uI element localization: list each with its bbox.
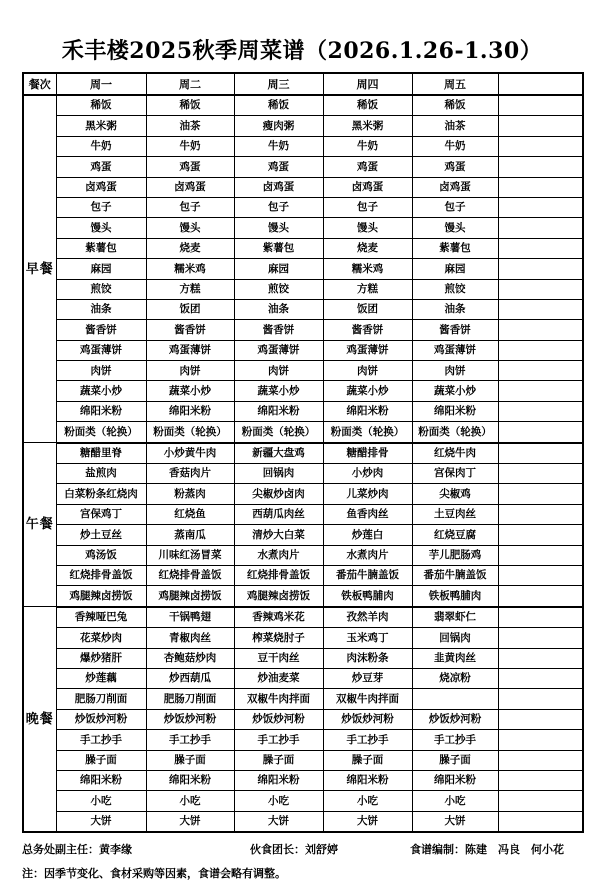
menu-cell: 肉沫粉条 bbox=[323, 648, 412, 668]
menu-cell: 油茶 bbox=[146, 116, 234, 136]
menu-cell: 馒头 bbox=[234, 218, 323, 238]
menu-cell: 包子 bbox=[412, 197, 498, 217]
menu-cell: 肉饼 bbox=[146, 361, 234, 381]
menu-cell: 小吃 bbox=[234, 791, 323, 811]
empty-cell bbox=[498, 628, 583, 648]
empty-cell bbox=[498, 157, 583, 177]
column-header: 餐次 bbox=[23, 73, 56, 95]
empty-cell bbox=[498, 259, 583, 279]
menu-cell: 宫保肉丁 bbox=[412, 464, 498, 484]
menu-cell: 小吃 bbox=[146, 791, 234, 811]
menu-cell: 手工抄手 bbox=[412, 730, 498, 750]
menu-row bbox=[23, 791, 583, 811]
menu-row bbox=[23, 525, 583, 545]
menu-row bbox=[23, 668, 583, 688]
menu-cell: 爆炒猪肝 bbox=[56, 648, 146, 668]
menu-cell: 鸡腿辣卤捞饭 bbox=[234, 586, 323, 607]
note-line: 注：因季节变化、食材采购等因素，食谱会略有调整。 bbox=[22, 867, 286, 881]
menu-cell: 包子 bbox=[146, 197, 234, 217]
menu-cell: 蔬菜小炒 bbox=[56, 381, 146, 401]
menu-cell: 粉面类（轮换） bbox=[412, 422, 498, 443]
meal-label: 午餐 bbox=[23, 443, 56, 607]
empty-cell bbox=[498, 95, 583, 116]
menu-cell: 大饼 bbox=[56, 811, 146, 832]
menu-cell: 稀饭 bbox=[146, 95, 234, 116]
menu-cell: 肥肠刀削面 bbox=[146, 689, 234, 709]
menu-cell: 炒油麦菜 bbox=[234, 668, 323, 688]
menu-cell: 白菜粉条红烧肉 bbox=[56, 484, 146, 504]
menu-cell: 油条 bbox=[234, 299, 323, 319]
menu-cell: 烧麦 bbox=[146, 238, 234, 258]
menu-cell: 馒头 bbox=[412, 218, 498, 238]
signature-menu-editors bbox=[410, 841, 564, 857]
menu-row bbox=[23, 299, 583, 319]
menu-cell: 榨菜烧肘子 bbox=[234, 628, 323, 648]
menu-cell: 炒土豆丝 bbox=[56, 525, 146, 545]
empty-cell bbox=[498, 750, 583, 770]
menu-row bbox=[23, 401, 583, 421]
menu-cell: 青椒肉丝 bbox=[146, 628, 234, 648]
menu-cell: 包子 bbox=[323, 197, 412, 217]
menu-cell: 馒头 bbox=[323, 218, 412, 238]
menu-cell: 绵阳米粉 bbox=[146, 770, 234, 790]
empty-cell bbox=[498, 770, 583, 790]
menu-cell: 紫薯包 bbox=[234, 238, 323, 258]
menu-cell: 稀饭 bbox=[56, 95, 146, 116]
empty-cell bbox=[498, 238, 583, 258]
empty-cell bbox=[498, 709, 583, 729]
menu-cell: 炒饭炒河粉 bbox=[323, 709, 412, 729]
signature-canteen-leader bbox=[250, 841, 338, 857]
menu-cell: 香辣哑巴兔 bbox=[56, 607, 146, 628]
menu-cell: 绵阳米粉 bbox=[234, 401, 323, 421]
menu-cell: 煎饺 bbox=[234, 279, 323, 299]
menu-cell: 绵阳米粉 bbox=[234, 770, 323, 790]
menu-cell: 蔬菜小炒 bbox=[412, 381, 498, 401]
meal-label: 早餐 bbox=[23, 95, 56, 443]
menu-cell: 绵阳米粉 bbox=[56, 401, 146, 421]
empty-cell bbox=[412, 689, 498, 709]
menu-cell: 烧麦 bbox=[323, 238, 412, 258]
menu-cell: 鸡蛋薄饼 bbox=[412, 340, 498, 360]
menu-cell: 臊子面 bbox=[146, 750, 234, 770]
menu-cell: 臊子面 bbox=[412, 750, 498, 770]
menu-cell: 饭团 bbox=[323, 299, 412, 319]
menu-cell: 卤鸡蛋 bbox=[56, 177, 146, 197]
menu-row bbox=[23, 545, 583, 565]
menu-cell: 水煮肉片 bbox=[234, 545, 323, 565]
menu-row bbox=[23, 648, 583, 668]
menu-cell: 鸡汤饭 bbox=[56, 545, 146, 565]
menu-cell: 鸡腿辣卤捞饭 bbox=[146, 586, 234, 607]
menu-cell: 牛奶 bbox=[412, 136, 498, 156]
menu-cell: 粉蒸肉 bbox=[146, 484, 234, 504]
menu-cell: 炒豆芽 bbox=[323, 668, 412, 688]
menu-cell: 臊子面 bbox=[323, 750, 412, 770]
meal-label: 晚餐 bbox=[23, 607, 56, 832]
empty-cell bbox=[498, 340, 583, 360]
menu-row bbox=[23, 218, 583, 238]
menu-cell: 小炒黄牛肉 bbox=[146, 443, 234, 464]
menu-cell: 酱香饼 bbox=[412, 320, 498, 340]
menu-cell: 绵阳米粉 bbox=[323, 401, 412, 421]
menu-row bbox=[23, 422, 583, 443]
menu-row bbox=[23, 811, 583, 832]
menu-cell: 炒饭炒河粉 bbox=[412, 709, 498, 729]
menu-cell: 回锅肉 bbox=[234, 464, 323, 484]
empty-cell bbox=[498, 136, 583, 156]
menu-cell: 番茄牛腩盖饭 bbox=[412, 565, 498, 585]
menu-cell: 黑米粥 bbox=[323, 116, 412, 136]
menu-cell: 手工抄手 bbox=[146, 730, 234, 750]
header-row bbox=[23, 73, 583, 95]
menu-cell: 麻园 bbox=[412, 259, 498, 279]
menu-cell: 红烧排骨盖饭 bbox=[146, 565, 234, 585]
menu-cell: 孜然羊肉 bbox=[323, 607, 412, 628]
menu-cell: 紫薯包 bbox=[56, 238, 146, 258]
menu-cell: 双椒牛肉拌面 bbox=[234, 689, 323, 709]
menu-cell: 红烧排骨盖饭 bbox=[56, 565, 146, 585]
menu-cell: 绵阳米粉 bbox=[412, 401, 498, 421]
signature-value: 刘舒婷 bbox=[305, 843, 338, 857]
menu-row bbox=[23, 443, 583, 464]
menu-cell: 铁板鸭脯肉 bbox=[412, 586, 498, 607]
menu-cell: 香辣鸡米花 bbox=[234, 607, 323, 628]
menu-cell: 瘦肉粥 bbox=[234, 116, 323, 136]
menu-row bbox=[23, 607, 583, 628]
menu-cell: 新疆大盘鸡 bbox=[234, 443, 323, 464]
menu-cell: 黑米粥 bbox=[56, 116, 146, 136]
menu-cell: 肉饼 bbox=[234, 361, 323, 381]
menu-cell: 鸡蛋薄饼 bbox=[56, 340, 146, 360]
empty-cell bbox=[498, 299, 583, 319]
menu-row bbox=[23, 361, 583, 381]
menu-cell: 包子 bbox=[234, 197, 323, 217]
column-header: 周五 bbox=[412, 73, 498, 95]
menu-cell: 煎饺 bbox=[412, 279, 498, 299]
empty-cell bbox=[498, 116, 583, 136]
menu-row bbox=[23, 689, 583, 709]
empty-cell bbox=[498, 791, 583, 811]
menu-row bbox=[23, 116, 583, 136]
menu-cell: 清炒大白菜 bbox=[234, 525, 323, 545]
menu-cell: 烧凉粉 bbox=[412, 668, 498, 688]
menu-row bbox=[23, 586, 583, 607]
menu-row bbox=[23, 157, 583, 177]
menu-cell: 番茄牛腩盖饭 bbox=[323, 565, 412, 585]
menu-row bbox=[23, 504, 583, 524]
menu-row bbox=[23, 770, 583, 790]
menu-cell: 鱼香肉丝 bbox=[323, 504, 412, 524]
menu-row bbox=[23, 730, 583, 750]
menu-cell: 粉面类（轮换） bbox=[234, 422, 323, 443]
menu-cell: 糯米鸡 bbox=[323, 259, 412, 279]
menu-cell: 大饼 bbox=[146, 811, 234, 832]
menu-cell: 鸡蛋 bbox=[146, 157, 234, 177]
menu-cell: 炒西葫瓜 bbox=[146, 668, 234, 688]
menu-cell: 小吃 bbox=[323, 791, 412, 811]
empty-cell bbox=[498, 401, 583, 421]
menu-cell: 粉面类（轮换） bbox=[56, 422, 146, 443]
menu-cell: 稀饭 bbox=[412, 95, 498, 116]
menu-cell: 蔬菜小炒 bbox=[146, 381, 234, 401]
menu-cell: 酱香饼 bbox=[56, 320, 146, 340]
menu-cell: 尖椒炒卤肉 bbox=[234, 484, 323, 504]
menu-cell: 韭黄肉丝 bbox=[412, 648, 498, 668]
menu-cell: 回锅肉 bbox=[412, 628, 498, 648]
menu-cell: 玉米鸡丁 bbox=[323, 628, 412, 648]
menu-cell: 盐煎肉 bbox=[56, 464, 146, 484]
menu-cell: 尖椒鸡 bbox=[412, 484, 498, 504]
menu-cell: 大饼 bbox=[234, 811, 323, 832]
empty-cell bbox=[498, 464, 583, 484]
menu-row bbox=[23, 565, 583, 585]
empty-cell bbox=[498, 320, 583, 340]
column-header: 周三 bbox=[234, 73, 323, 95]
menu-cell: 花菜炒肉 bbox=[56, 628, 146, 648]
menu-cell: 红烧排骨盖饭 bbox=[234, 565, 323, 585]
empty-cell bbox=[498, 279, 583, 299]
menu-cell: 肥肠刀削面 bbox=[56, 689, 146, 709]
menu-cell: 水煮肉片 bbox=[323, 545, 412, 565]
column-header: 周一 bbox=[56, 73, 146, 95]
menu-cell: 炒饭炒河粉 bbox=[234, 709, 323, 729]
menu-row bbox=[23, 464, 583, 484]
signature-label: 伙食团长： bbox=[250, 843, 305, 857]
menu-cell: 卤鸡蛋 bbox=[323, 177, 412, 197]
menu-cell: 麻园 bbox=[234, 259, 323, 279]
menu-cell: 稀饭 bbox=[234, 95, 323, 116]
menu-cell: 芋儿肥肠鸡 bbox=[412, 545, 498, 565]
empty-cell bbox=[498, 607, 583, 628]
menu-cell: 油茶 bbox=[412, 116, 498, 136]
menu-cell: 香菇肉片 bbox=[146, 464, 234, 484]
menu-cell: 油条 bbox=[412, 299, 498, 319]
empty-cell bbox=[498, 545, 583, 565]
menu-cell: 牛奶 bbox=[323, 136, 412, 156]
menu-cell: 绵阳米粉 bbox=[323, 770, 412, 790]
menu-row bbox=[23, 340, 583, 360]
menu-cell: 煎饺 bbox=[56, 279, 146, 299]
empty-cell bbox=[498, 565, 583, 585]
menu-row bbox=[23, 709, 583, 729]
menu-cell: 方糕 bbox=[146, 279, 234, 299]
menu-cell: 臊子面 bbox=[234, 750, 323, 770]
menu-cell: 西葫瓜肉丝 bbox=[234, 504, 323, 524]
menu-cell: 土豆肉丝 bbox=[412, 504, 498, 524]
menu-cell: 大饼 bbox=[323, 811, 412, 832]
page-title: 禾丰楼2025秋季周菜谱（2026.1.26-1.30） bbox=[61, 38, 543, 64]
empty-cell bbox=[498, 525, 583, 545]
menu-cell: 麻园 bbox=[56, 259, 146, 279]
empty-column-header bbox=[498, 73, 583, 95]
signature-label: 总务处副主任： bbox=[22, 843, 99, 857]
menu-cell: 绵阳米粉 bbox=[56, 770, 146, 790]
empty-cell bbox=[498, 484, 583, 504]
empty-cell bbox=[498, 730, 583, 750]
menu-cell: 鸡蛋 bbox=[323, 157, 412, 177]
menu-cell: 儿菜炒肉 bbox=[323, 484, 412, 504]
menu-body bbox=[23, 95, 583, 832]
menu-cell: 炒莲白 bbox=[323, 525, 412, 545]
menu-cell: 川味红汤冒菜 bbox=[146, 545, 234, 565]
menu-cell: 宫保鸡丁 bbox=[56, 504, 146, 524]
menu-row bbox=[23, 238, 583, 258]
menu-cell: 大饼 bbox=[412, 811, 498, 832]
menu-cell: 鸡蛋 bbox=[56, 157, 146, 177]
menu-cell: 肉饼 bbox=[323, 361, 412, 381]
menu-cell: 手工抄手 bbox=[56, 730, 146, 750]
menu-cell: 臊子面 bbox=[56, 750, 146, 770]
menu-cell: 糖醋里脊 bbox=[56, 443, 146, 464]
menu-cell: 紫薯包 bbox=[412, 238, 498, 258]
column-header: 周四 bbox=[323, 73, 412, 95]
menu-cell: 豆干肉丝 bbox=[234, 648, 323, 668]
menu-cell: 红烧鱼 bbox=[146, 504, 234, 524]
menu-cell: 干锅鸭翅 bbox=[146, 607, 234, 628]
menu-row bbox=[23, 320, 583, 340]
menu-row bbox=[23, 750, 583, 770]
menu-cell: 红烧豆腐 bbox=[412, 525, 498, 545]
menu-cell: 炒莲藕 bbox=[56, 668, 146, 688]
menu-cell: 红烧牛肉 bbox=[412, 443, 498, 464]
empty-cell bbox=[498, 689, 583, 709]
menu-cell: 卤鸡蛋 bbox=[412, 177, 498, 197]
signature-label: 食谱编制： bbox=[410, 843, 465, 857]
empty-cell bbox=[498, 443, 583, 464]
menu-cell: 绵阳米粉 bbox=[146, 401, 234, 421]
menu-cell: 炒饭炒河粉 bbox=[146, 709, 234, 729]
menu-cell: 粉面类（轮换） bbox=[323, 422, 412, 443]
column-header: 周二 bbox=[146, 73, 234, 95]
menu-cell: 卤鸡蛋 bbox=[146, 177, 234, 197]
menu-cell: 油条 bbox=[56, 299, 146, 319]
empty-cell bbox=[498, 197, 583, 217]
menu-row bbox=[23, 95, 583, 116]
menu-cell: 炒饭炒河粉 bbox=[56, 709, 146, 729]
menu-cell: 牛奶 bbox=[234, 136, 323, 156]
empty-cell bbox=[498, 177, 583, 197]
menu-cell: 饭团 bbox=[146, 299, 234, 319]
menu-cell: 鸡蛋薄饼 bbox=[234, 340, 323, 360]
menu-cell: 酱香饼 bbox=[146, 320, 234, 340]
empty-cell bbox=[498, 586, 583, 607]
empty-cell bbox=[498, 504, 583, 524]
menu-cell: 鸡腿辣卤捞饭 bbox=[56, 586, 146, 607]
signature-row bbox=[22, 841, 582, 856]
menu-cell: 糯米鸡 bbox=[146, 259, 234, 279]
empty-cell bbox=[498, 361, 583, 381]
menu-cell: 翡翠虾仁 bbox=[412, 607, 498, 628]
menu-cell: 肉饼 bbox=[412, 361, 498, 381]
menu-cell: 小吃 bbox=[56, 791, 146, 811]
menu-cell: 酱香饼 bbox=[323, 320, 412, 340]
empty-cell bbox=[498, 811, 583, 832]
menu-cell: 鸡蛋 bbox=[234, 157, 323, 177]
menu-cell: 绵阳米粉 bbox=[412, 770, 498, 790]
signature-director bbox=[22, 841, 132, 857]
menu-row bbox=[23, 197, 583, 217]
menu-cell: 小吃 bbox=[412, 791, 498, 811]
menu-cell: 蔬菜小炒 bbox=[234, 381, 323, 401]
signature-value: 陈建 冯良 何小花 bbox=[465, 843, 564, 857]
menu-row bbox=[23, 177, 583, 197]
menu-cell: 酱香饼 bbox=[234, 320, 323, 340]
menu-cell: 铁板鸭脯肉 bbox=[323, 586, 412, 607]
menu-cell: 蒸南瓜 bbox=[146, 525, 234, 545]
menu-cell: 糖醋排骨 bbox=[323, 443, 412, 464]
empty-cell bbox=[498, 648, 583, 668]
empty-cell bbox=[498, 668, 583, 688]
menu-row bbox=[23, 628, 583, 648]
menu-cell: 杏鲍菇炒肉 bbox=[146, 648, 234, 668]
menu-cell: 手工抄手 bbox=[234, 730, 323, 750]
menu-cell: 肉饼 bbox=[56, 361, 146, 381]
empty-cell bbox=[498, 381, 583, 401]
menu-cell: 粉面类（轮换） bbox=[146, 422, 234, 443]
menu-cell: 包子 bbox=[56, 197, 146, 217]
menu-cell: 鸡蛋薄饼 bbox=[323, 340, 412, 360]
empty-cell bbox=[498, 218, 583, 238]
menu-row bbox=[23, 279, 583, 299]
menu-row bbox=[23, 381, 583, 401]
menu-cell: 馒头 bbox=[56, 218, 146, 238]
menu-cell: 牛奶 bbox=[56, 136, 146, 156]
menu-row bbox=[23, 259, 583, 279]
menu-cell: 牛奶 bbox=[146, 136, 234, 156]
menu-cell: 鸡蛋 bbox=[412, 157, 498, 177]
menu-row bbox=[23, 484, 583, 504]
empty-cell bbox=[498, 422, 583, 443]
menu-cell: 手工抄手 bbox=[323, 730, 412, 750]
menu-cell: 方糕 bbox=[323, 279, 412, 299]
menu-cell: 卤鸡蛋 bbox=[234, 177, 323, 197]
menu-table bbox=[22, 72, 584, 833]
menu-row bbox=[23, 136, 583, 156]
menu-cell: 双椒牛肉拌面 bbox=[323, 689, 412, 709]
menu-cell: 小炒肉 bbox=[323, 464, 412, 484]
signature-value: 黄李缘 bbox=[99, 843, 132, 857]
menu-cell: 蔬菜小炒 bbox=[323, 381, 412, 401]
menu-cell: 稀饭 bbox=[323, 95, 412, 116]
menu-cell: 馒头 bbox=[146, 218, 234, 238]
menu-cell: 鸡蛋薄饼 bbox=[146, 340, 234, 360]
